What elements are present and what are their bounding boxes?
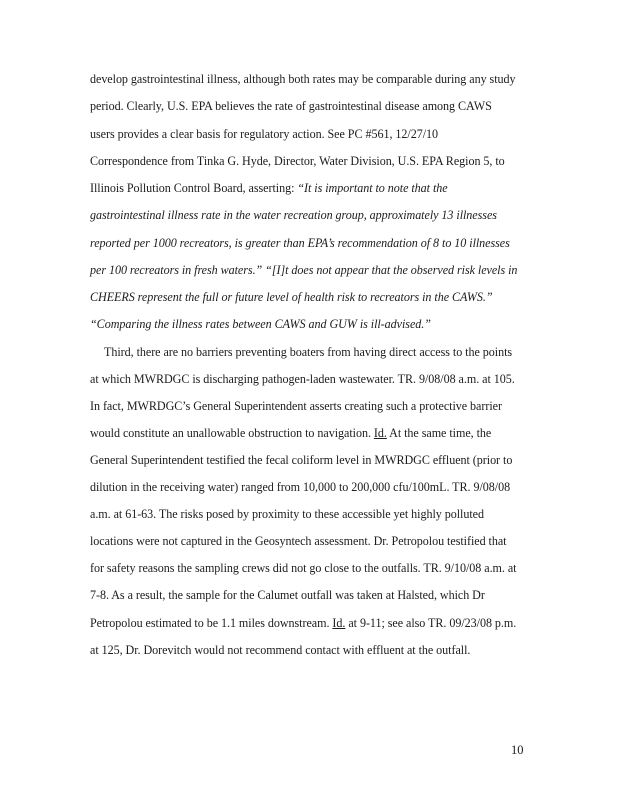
text-run: In fact, MWRDGC’s General Superintendent asserts creating such a protective barrier	[90, 399, 502, 413]
quoted-text: “Comparing the illness rates between CAWS and GUW is ill-advised.”	[90, 317, 431, 331]
text-line	[90, 561, 517, 575]
text-line	[90, 263, 517, 277]
text-line	[90, 507, 484, 521]
text-run: Illinois Pollution Control Board, asserting:	[90, 181, 298, 195]
page-number: 10	[511, 743, 524, 757]
text-run: period. Clearly, U.S. EPA believes the rate of gastrointestinal disease among CAWS	[90, 99, 492, 113]
text-line	[90, 99, 492, 113]
text-line	[104, 345, 512, 359]
text-run: a.m. at 61-63. The risks posed by proximity to these accessible yet highly polluted	[90, 507, 484, 521]
text-line	[90, 236, 510, 250]
quoted-text: “It is important to note that the	[297, 181, 448, 195]
text-line	[90, 154, 505, 168]
quoted-text: reported per 1000 recreators, is greater than EPA’s recommendation of 8 to 10 illnesses	[90, 236, 510, 250]
text-run: Third, there are no barriers preventing boaters from having direct access to the points	[104, 345, 513, 359]
text-run: General Superintendent testified the fecal coliform level in MWRDGC effluent (prior to	[90, 453, 513, 467]
citation-id: Id.	[373, 426, 387, 440]
text-run: develop gastrointestinal illness, although both rates may be comparable during any study	[90, 72, 516, 86]
text-line	[90, 72, 516, 86]
text-run: at 125, Dr. Dorevitch would not recommend contact with effluent at the outfall.	[90, 643, 471, 657]
text-run: Correspondence from Tinka G. Hyde, Director, Water Division, U.S. EPA Region 5, to	[90, 154, 505, 168]
text-line	[90, 399, 502, 413]
text-line	[90, 643, 470, 657]
quoted-text: gastrointestinal illness rate in the water recreation group, approximately 13 illnesses	[90, 208, 497, 222]
quoted-text: per 100 recreators in fresh waters.” “[I]t does not appear that the observed risk levels in	[90, 263, 518, 277]
text-line	[90, 534, 506, 548]
text-line	[90, 372, 515, 386]
text-run: locations were not captured in the Geosyntech assessment. Dr. Petropolou testified that	[90, 534, 507, 548]
text-line	[90, 453, 512, 467]
text-line	[90, 181, 448, 195]
text-run: at which MWRDGC is discharging pathogen-laden wastewater. TR. 9/08/08 a.m. at 105.	[90, 372, 515, 386]
quoted-text: CHEERS represent the full or future level of health risk to recreators in the CAWS.”	[90, 290, 493, 304]
text-line	[90, 317, 431, 331]
text-run: dilution in the receiving water) ranged from 10,000 to 200,000 cfu/100mL. TR. 9/08/08	[90, 480, 511, 494]
text-line	[90, 588, 485, 602]
text-run: at 9-11; see also TR. 09/23/08 p.m.	[345, 616, 517, 630]
text-run: 7-8. As a result, the sample for the Calumet outfall was taken at Halsted, which Dr	[90, 588, 485, 602]
text-line	[90, 127, 438, 141]
text-line	[90, 426, 491, 440]
text-line	[90, 208, 497, 222]
text-run: would constitute an unallowable obstruction to navigation.	[90, 426, 374, 440]
citation-id: Id.	[332, 616, 346, 630]
text-run: At the same time, the	[386, 426, 492, 440]
text-run: users provides a clear basis for regulatory action. See PC #561, 12/27/10	[90, 127, 438, 141]
text-line	[90, 616, 516, 630]
text-line	[90, 290, 493, 304]
text-run: for safety reasons the sampling crews did not go close to the outfalls. TR. 9/10/08 a.m. at	[90, 561, 517, 575]
text-line	[90, 480, 510, 494]
text-run: Petropolou estimated to be 1.1 miles downstream.	[90, 616, 333, 630]
